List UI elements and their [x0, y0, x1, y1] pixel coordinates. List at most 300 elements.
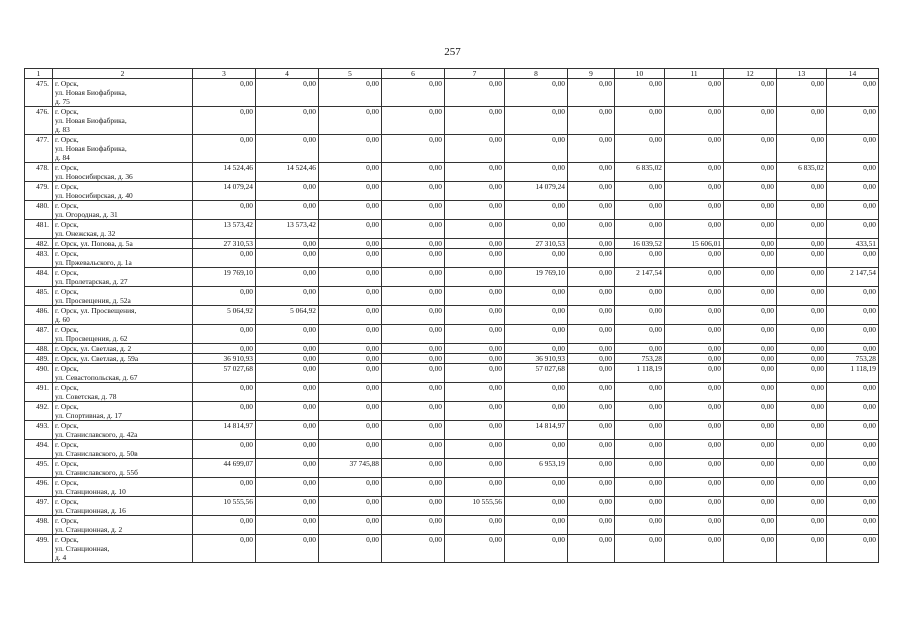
value-cell: 0,00	[777, 478, 827, 497]
value-cell: 0,00	[445, 268, 505, 287]
address-line: ул. Просвещения, д. 62	[55, 334, 128, 343]
table-row	[25, 535, 879, 563]
value-cell: 0,00	[665, 383, 724, 402]
value-cell: 0,00	[445, 421, 505, 440]
value-cell: 0,00	[382, 497, 445, 516]
address-cell	[53, 344, 193, 354]
value-cell: 0,00	[319, 383, 382, 402]
value-cell: 0,00	[382, 201, 445, 220]
table-row	[25, 383, 879, 402]
column-header: 12	[724, 69, 777, 79]
column-header: 9	[568, 69, 615, 79]
value-cell: 0,00	[724, 79, 777, 107]
value-cell: 0,00	[827, 383, 879, 402]
column-header: 1	[25, 69, 53, 79]
value-cell: 0,00	[382, 535, 445, 563]
value-cell: 0,00	[827, 535, 879, 563]
address-cell	[53, 239, 193, 249]
value-cell: 0,00	[615, 478, 665, 497]
row-number: 485.	[25, 287, 53, 306]
address-line: г. Орск,	[55, 421, 79, 430]
address-line: ул. Огородная, д. 31	[55, 210, 118, 219]
value-cell: 0,00	[445, 459, 505, 478]
value-cell: 0,00	[505, 306, 568, 325]
table-row	[25, 344, 879, 354]
value-cell: 5 064,92	[256, 306, 319, 325]
value-cell: 0,00	[319, 201, 382, 220]
value-cell: 0,00	[319, 516, 382, 535]
value-cell: 0,00	[256, 107, 319, 135]
table-row	[25, 402, 879, 421]
value-cell: 0,00	[827, 201, 879, 220]
address-line: г. Орск,	[55, 79, 79, 88]
value-cell: 14 524,46	[193, 163, 256, 182]
value-cell: 0,00	[665, 201, 724, 220]
value-cell: 0,00	[665, 364, 724, 383]
value-cell: 0,00	[615, 440, 665, 459]
value-cell: 0,00	[568, 325, 615, 344]
address-cell	[53, 535, 193, 563]
address-line: г. Орск,	[55, 163, 79, 172]
value-cell: 0,00	[724, 354, 777, 364]
value-cell: 0,00	[665, 344, 724, 354]
value-cell: 0,00	[445, 535, 505, 563]
value-cell: 0,00	[319, 182, 382, 201]
value-cell: 0,00	[382, 459, 445, 478]
address-cell	[53, 163, 193, 182]
value-cell: 16 039,52	[615, 239, 665, 249]
row-number: 493.	[25, 421, 53, 440]
value-cell: 0,00	[777, 135, 827, 163]
value-cell: 0,00	[193, 383, 256, 402]
value-cell: 2 147,54	[827, 268, 879, 287]
address-line: ул. Станционная, д. 16	[55, 506, 126, 515]
address-line: г. Орск,	[55, 383, 79, 392]
column-header: 4	[256, 69, 319, 79]
value-cell: 0,00	[505, 287, 568, 306]
address-cell	[53, 354, 193, 364]
address-line: г. Орск,	[55, 107, 79, 116]
table-row	[25, 497, 879, 516]
value-cell: 0,00	[382, 249, 445, 268]
address-cell	[53, 497, 193, 516]
address-line: д. 60	[55, 315, 70, 324]
address-line: г. Орск,	[55, 364, 79, 373]
row-number: 479.	[25, 182, 53, 201]
value-cell: 0,00	[665, 182, 724, 201]
value-cell: 0,00	[568, 344, 615, 354]
value-cell: 0,00	[256, 344, 319, 354]
value-cell: 0,00	[256, 516, 319, 535]
value-cell: 13 573,42	[256, 220, 319, 239]
value-cell: 0,00	[777, 516, 827, 535]
value-cell: 1 118,19	[827, 364, 879, 383]
value-cell: 0,00	[724, 535, 777, 563]
value-cell: 0,00	[665, 163, 724, 182]
value-cell: 0,00	[319, 163, 382, 182]
value-cell: 0,00	[827, 402, 879, 421]
address-line: д. 4	[55, 553, 67, 562]
value-cell: 0,00	[382, 287, 445, 306]
row-number: 477.	[25, 135, 53, 163]
table-row	[25, 239, 879, 249]
value-cell: 44 699,07	[193, 459, 256, 478]
table-row	[25, 107, 879, 135]
column-header: 2	[53, 69, 193, 79]
value-cell: 0,00	[382, 402, 445, 421]
value-cell: 753,28	[827, 354, 879, 364]
value-cell: 0,00	[568, 249, 615, 268]
value-cell: 6 835,02	[615, 163, 665, 182]
value-cell: 0,00	[256, 497, 319, 516]
value-cell: 19 769,10	[193, 268, 256, 287]
value-cell: 0,00	[777, 306, 827, 325]
value-cell: 0,00	[568, 478, 615, 497]
value-cell: 0,00	[615, 107, 665, 135]
value-cell: 0,00	[615, 383, 665, 402]
value-cell: 0,00	[777, 364, 827, 383]
value-cell: 0,00	[777, 220, 827, 239]
value-cell: 0,00	[193, 249, 256, 268]
value-cell: 0,00	[445, 107, 505, 135]
value-cell: 2 147,54	[615, 268, 665, 287]
value-cell: 10 555,56	[193, 497, 256, 516]
address-line: г. Орск,	[55, 182, 79, 191]
table-row	[25, 440, 879, 459]
value-cell: 0,00	[724, 287, 777, 306]
row-number: 483.	[25, 249, 53, 268]
value-cell: 57 027,68	[505, 364, 568, 383]
table-row	[25, 182, 879, 201]
address-line: ул. Спортивная, д. 17	[55, 411, 122, 420]
address-line: ул. Станционная, д. 10	[55, 487, 126, 496]
value-cell: 0,00	[827, 440, 879, 459]
value-cell: 0,00	[193, 440, 256, 459]
value-cell: 0,00	[445, 287, 505, 306]
table-row	[25, 306, 879, 325]
address-line: ул. Просвещения, д. 52а	[55, 296, 131, 305]
address-line: д. 75	[55, 97, 70, 106]
value-cell: 0,00	[615, 535, 665, 563]
value-cell: 0,00	[445, 306, 505, 325]
value-cell: 0,00	[193, 516, 256, 535]
table-row	[25, 354, 879, 364]
value-cell: 0,00	[568, 306, 615, 325]
value-cell: 19 769,10	[505, 268, 568, 287]
value-cell: 0,00	[777, 107, 827, 135]
value-cell: 0,00	[193, 344, 256, 354]
table-row	[25, 201, 879, 220]
value-cell: 0,00	[665, 440, 724, 459]
value-cell: 0,00	[445, 440, 505, 459]
value-cell: 0,00	[568, 354, 615, 364]
value-cell: 0,00	[256, 421, 319, 440]
value-cell: 0,00	[256, 364, 319, 383]
value-cell: 0,00	[827, 220, 879, 239]
value-cell: 0,00	[568, 107, 615, 135]
value-cell: 0,00	[665, 220, 724, 239]
value-cell: 0,00	[568, 535, 615, 563]
value-cell: 0,00	[724, 201, 777, 220]
value-cell: 0,00	[382, 107, 445, 135]
row-number: 495.	[25, 459, 53, 478]
value-cell: 0,00	[445, 249, 505, 268]
address-line: ул. Новосибирская, д. 36	[55, 172, 133, 181]
address-line: ул. Станционная, д. 2	[55, 525, 123, 534]
row-number: 498.	[25, 516, 53, 535]
address-cell	[53, 79, 193, 107]
value-cell: 0,00	[382, 239, 445, 249]
address-line: ул. Станиславского, д. 50в	[55, 449, 138, 458]
value-cell: 0,00	[724, 421, 777, 440]
address-line: г. Орск,	[55, 535, 79, 544]
value-cell: 13 573,42	[193, 220, 256, 239]
value-cell: 0,00	[319, 135, 382, 163]
value-cell: 0,00	[827, 497, 879, 516]
value-cell: 0,00	[319, 306, 382, 325]
value-cell: 0,00	[777, 268, 827, 287]
value-cell: 0,00	[665, 268, 724, 287]
value-cell: 0,00	[256, 535, 319, 563]
address-line: д. 84	[55, 153, 70, 162]
value-cell: 0,00	[256, 249, 319, 268]
value-cell: 0,00	[777, 287, 827, 306]
value-cell: 0,00	[827, 182, 879, 201]
address-cell	[53, 287, 193, 306]
value-cell: 0,00	[777, 182, 827, 201]
address-line: ул. Новая Биофабрика,	[55, 144, 127, 153]
value-cell: 0,00	[665, 459, 724, 478]
address-cell	[53, 107, 193, 135]
value-cell: 0,00	[777, 402, 827, 421]
value-cell: 1 118,19	[615, 364, 665, 383]
address-line: ул. Станционная,	[55, 544, 110, 553]
table-row	[25, 459, 879, 478]
value-cell: 0,00	[256, 459, 319, 478]
value-cell: 0,00	[319, 535, 382, 563]
value-cell: 0,00	[445, 325, 505, 344]
value-cell: 0,00	[382, 220, 445, 239]
table-row	[25, 79, 879, 107]
value-cell: 0,00	[505, 516, 568, 535]
value-cell: 0,00	[382, 516, 445, 535]
row-number: 499.	[25, 535, 53, 563]
value-cell: 0,00	[505, 344, 568, 354]
value-cell: 0,00	[665, 325, 724, 344]
address-cell	[53, 306, 193, 325]
table-row	[25, 287, 879, 306]
value-cell: 0,00	[724, 107, 777, 135]
value-cell: 0,00	[724, 325, 777, 344]
value-cell: 0,00	[568, 497, 615, 516]
address-line: ул. Станиславского, д. 55б	[55, 468, 138, 477]
value-cell: 0,00	[319, 402, 382, 421]
value-cell: 0,00	[193, 287, 256, 306]
value-cell: 0,00	[319, 354, 382, 364]
value-cell: 0,00	[505, 220, 568, 239]
value-cell: 0,00	[319, 107, 382, 135]
value-cell: 0,00	[505, 163, 568, 182]
value-cell: 0,00	[319, 325, 382, 344]
row-number: 497.	[25, 497, 53, 516]
value-cell: 0,00	[256, 201, 319, 220]
address-line: г. Орск,	[55, 287, 79, 296]
address-line: ул. Пржевальского, д. 1а	[55, 258, 132, 267]
address-cell	[53, 182, 193, 201]
table-row	[25, 325, 879, 344]
value-cell: 0,00	[827, 79, 879, 107]
value-cell: 0,00	[615, 306, 665, 325]
row-number: 486.	[25, 306, 53, 325]
value-cell: 0,00	[193, 201, 256, 220]
value-cell: 14 814,97	[505, 421, 568, 440]
value-cell: 14 079,24	[193, 182, 256, 201]
value-cell: 0,00	[319, 249, 382, 268]
value-cell: 0,00	[382, 421, 445, 440]
address-line: г. Орск,	[55, 325, 79, 334]
value-cell: 37 745,88	[319, 459, 382, 478]
value-cell: 0,00	[256, 287, 319, 306]
value-cell: 0,00	[319, 421, 382, 440]
value-cell: 0,00	[665, 249, 724, 268]
value-cell: 0,00	[382, 182, 445, 201]
value-cell: 0,00	[724, 497, 777, 516]
address-cell	[53, 249, 193, 268]
value-cell: 0,00	[615, 249, 665, 268]
value-cell: 0,00	[319, 497, 382, 516]
value-cell: 0,00	[777, 201, 827, 220]
column-header: 3	[193, 69, 256, 79]
address-line: г. Орск,	[55, 497, 79, 506]
row-number: 484.	[25, 268, 53, 287]
value-cell: 0,00	[827, 344, 879, 354]
value-cell: 0,00	[827, 325, 879, 344]
address-line: г. Орск,	[55, 402, 79, 411]
value-cell: 0,00	[319, 344, 382, 354]
value-cell: 0,00	[445, 344, 505, 354]
value-cell: 0,00	[445, 478, 505, 497]
row-number: 488.	[25, 344, 53, 354]
row-number: 491.	[25, 383, 53, 402]
table-row	[25, 516, 879, 535]
address-line: ул. Севастопольская, д. 67	[55, 373, 138, 382]
value-cell: 0,00	[724, 478, 777, 497]
value-cell: 0,00	[505, 79, 568, 107]
address-cell	[53, 220, 193, 239]
value-cell: 0,00	[827, 249, 879, 268]
value-cell: 0,00	[827, 163, 879, 182]
value-cell: 0,00	[615, 344, 665, 354]
table-row	[25, 135, 879, 163]
value-cell: 0,00	[445, 220, 505, 239]
value-cell: 0,00	[382, 440, 445, 459]
row-number: 496.	[25, 478, 53, 497]
value-cell: 0,00	[665, 402, 724, 421]
value-cell: 0,00	[724, 344, 777, 354]
value-cell: 0,00	[256, 182, 319, 201]
value-cell: 0,00	[827, 459, 879, 478]
value-cell: 14 524,46	[256, 163, 319, 182]
value-cell: 0,00	[193, 402, 256, 421]
address-line: г. Орск,	[55, 201, 79, 210]
table-row	[25, 220, 879, 239]
value-cell: 0,00	[724, 402, 777, 421]
value-cell: 0,00	[777, 421, 827, 440]
value-cell: 0,00	[445, 354, 505, 364]
row-number: 476.	[25, 107, 53, 135]
value-cell: 0,00	[319, 364, 382, 383]
value-cell: 0,00	[615, 201, 665, 220]
value-cell: 0,00	[568, 459, 615, 478]
value-cell: 0,00	[445, 402, 505, 421]
address-cell	[53, 478, 193, 497]
value-cell: 0,00	[505, 478, 568, 497]
value-cell: 0,00	[724, 440, 777, 459]
data-table	[24, 68, 879, 563]
value-cell: 0,00	[382, 306, 445, 325]
value-cell: 0,00	[615, 497, 665, 516]
value-cell: 0,00	[724, 239, 777, 249]
value-cell: 0,00	[382, 478, 445, 497]
address-cell	[53, 135, 193, 163]
value-cell: 0,00	[665, 535, 724, 563]
value-cell: 0,00	[724, 383, 777, 402]
value-cell: 0,00	[505, 440, 568, 459]
address-line: г. Орск,	[55, 516, 79, 525]
value-cell: 0,00	[319, 440, 382, 459]
address-cell	[53, 201, 193, 220]
row-number: 487.	[25, 325, 53, 344]
column-header: 7	[445, 69, 505, 79]
value-cell: 0,00	[615, 325, 665, 344]
value-cell: 0,00	[568, 182, 615, 201]
value-cell: 0,00	[615, 421, 665, 440]
value-cell: 0,00	[445, 201, 505, 220]
value-cell: 0,00	[505, 325, 568, 344]
value-cell: 0,00	[568, 268, 615, 287]
address-cell	[53, 421, 193, 440]
value-cell: 0,00	[193, 79, 256, 107]
value-cell: 0,00	[724, 163, 777, 182]
address-line: ул. Пролетарская, д. 27	[55, 277, 128, 286]
row-number: 494.	[25, 440, 53, 459]
value-cell: 0,00	[568, 383, 615, 402]
address-line: ул. Советская, д. 78	[55, 392, 117, 401]
address-line: г. Орск,	[55, 268, 79, 277]
value-cell: 0,00	[615, 220, 665, 239]
column-header: 6	[382, 69, 445, 79]
value-cell: 0,00	[665, 421, 724, 440]
value-cell: 0,00	[568, 220, 615, 239]
value-cell: 0,00	[724, 268, 777, 287]
table-row	[25, 421, 879, 440]
value-cell: 0,00	[568, 201, 615, 220]
value-cell: 0,00	[827, 421, 879, 440]
value-cell: 0,00	[256, 135, 319, 163]
value-cell: 0,00	[665, 516, 724, 535]
value-cell: 0,00	[724, 459, 777, 478]
value-cell: 0,00	[505, 535, 568, 563]
value-cell: 0,00	[568, 364, 615, 383]
value-cell: 0,00	[777, 459, 827, 478]
value-cell: 0,00	[615, 287, 665, 306]
value-cell: 0,00	[193, 478, 256, 497]
value-cell: 0,00	[665, 497, 724, 516]
address-line: г. Орск, ул. Светлая, д. 2	[55, 344, 132, 353]
value-cell: 0,00	[827, 478, 879, 497]
address-line: г. Орск,	[55, 440, 79, 449]
table-row	[25, 163, 879, 182]
